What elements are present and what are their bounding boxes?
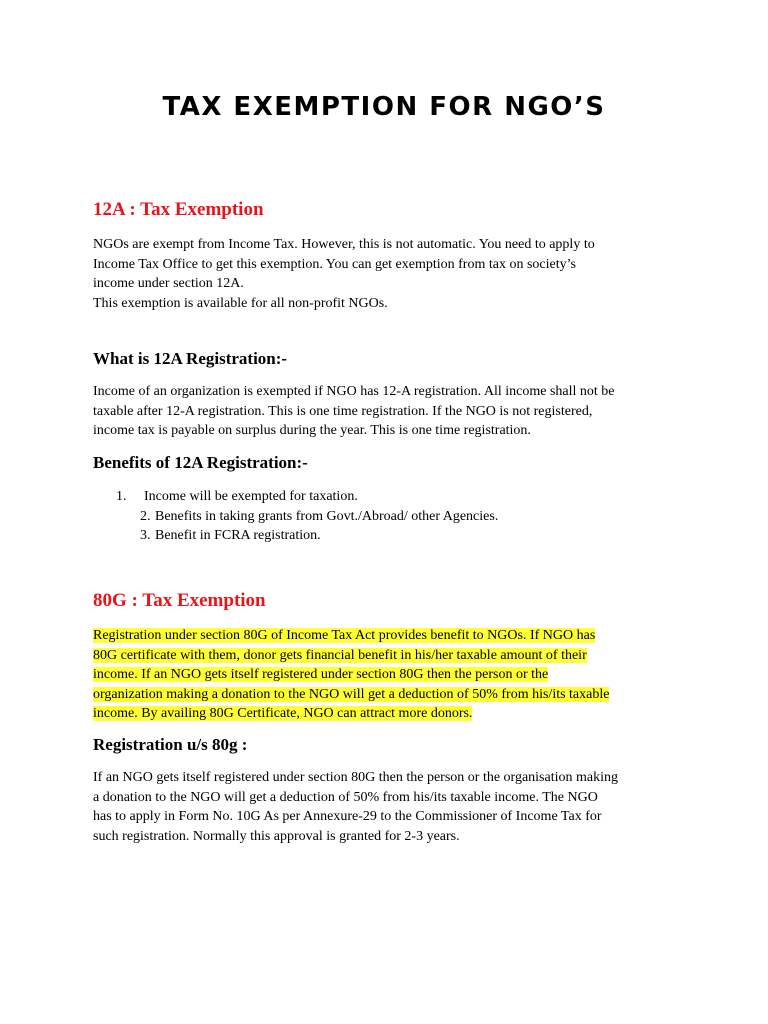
list-item bbox=[93, 487, 498, 507]
list-number: 1. bbox=[116, 489, 127, 504]
text-line: Income Tax Office to get this exemption. You can get exemption from tax on society’s bbox=[93, 256, 576, 272]
text-line: has to apply in Form No. 10G As per Annexure-29 to the Commissioner of Income Tax for bbox=[93, 809, 602, 824]
text-line: Income of an organization is exempted if NGO has 12-A registration. All income shall not be bbox=[93, 384, 615, 399]
text-line: If an NGO gets itself registered under section 80G then the person or the organisation making bbox=[93, 770, 618, 785]
text-line: income tax is payable on surplus during the year. This is one time registration. bbox=[93, 423, 531, 438]
text-line: such registration. Normally this approval is granted for 2-3 years. bbox=[93, 828, 460, 844]
text-line: income under section 12A. bbox=[93, 276, 244, 291]
highlighted-text-line: organization making a donation to the NGO will get a deduction of 50% from his/its taxable bbox=[93, 686, 610, 702]
registration-80g-paragraph bbox=[93, 768, 683, 846]
list-number: 2. bbox=[140, 508, 151, 524]
list-item bbox=[93, 526, 498, 546]
text-line: NGOs are exempt from Income Tax. However, this is not automatic. You need to apply to bbox=[93, 237, 595, 252]
text-line: taxable after 12-A registration. This is one time registration. If the NGO is not registered, bbox=[93, 403, 593, 419]
highlighted-text-line: income. If an NGO gets itself registered under section 80G then the person or the bbox=[93, 667, 549, 682]
text-line: a donation to the NGO will get a deduction of 50% from his/its taxable income. The NGO bbox=[93, 789, 598, 805]
what-is-12a-paragraph bbox=[93, 382, 683, 441]
section-12a-intro bbox=[93, 235, 683, 313]
benefits-list bbox=[93, 487, 498, 546]
what-is-12a-heading: What is 12A Registration:- bbox=[93, 349, 288, 368]
section-12a-heading: 12A : Tax Exemption bbox=[93, 199, 264, 220]
list-item-text: Benefit in FCRA registration. bbox=[155, 528, 321, 543]
highlighted-text-line: 80G certificate with them, donor gets financial benefit in his/her taxable amount of their bbox=[93, 647, 587, 663]
list-item-text: Income will be exempted for taxation. bbox=[144, 489, 358, 504]
list-number: 3. bbox=[140, 528, 151, 543]
benefits-12a-heading: Benefits of 12A Registration:- bbox=[93, 453, 308, 472]
section-80g-heading: 80G : Tax Exemption bbox=[93, 590, 266, 611]
list-item-text: Benefits in taking grants from Govt./Abroad/ other Agencies. bbox=[155, 508, 499, 524]
page-title: TAX EXEMPTION FOR NGO’S bbox=[162, 92, 606, 122]
highlighted-text-line: income. By availing 80G Certificate, NGO can attract more donors. bbox=[93, 706, 473, 721]
registration-80g-heading: Registration u/s 80g : bbox=[93, 735, 248, 754]
section-80g-highlighted-paragraph bbox=[93, 626, 683, 724]
list-item bbox=[93, 507, 498, 527]
highlighted-text-line: Registration under section 80G of Income Tax Act provides benefit to NGOs. If NGO has bbox=[93, 628, 596, 643]
text-line: This exemption is available for all non-profit NGOs. bbox=[93, 295, 388, 311]
